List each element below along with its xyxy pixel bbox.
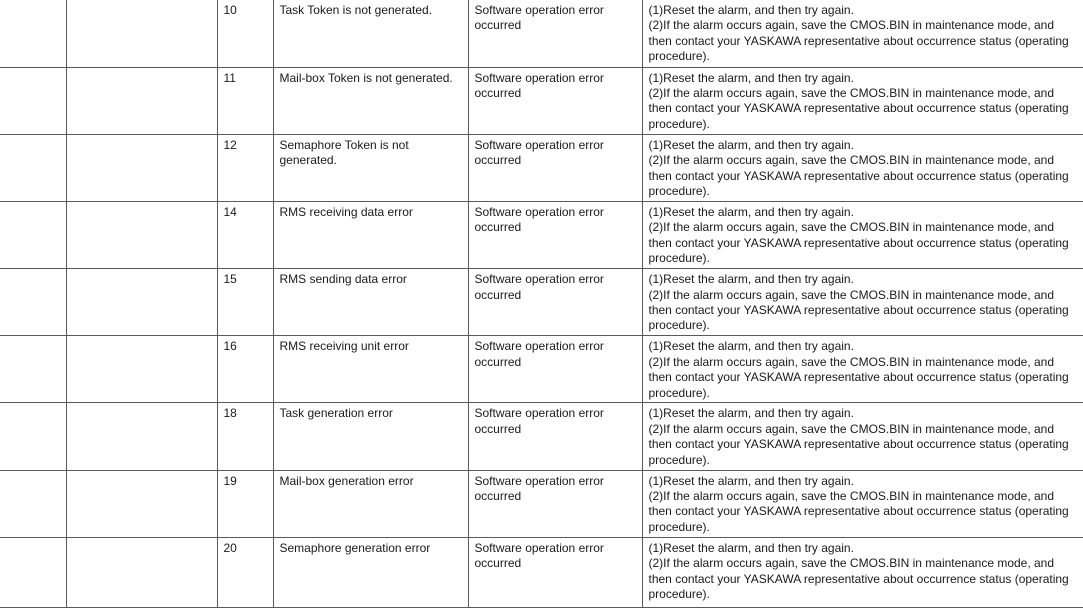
table-row	[0, 336, 1083, 403]
remedy-line: procedure).	[648, 586, 710, 601]
alarm-remedy-cell	[642, 201, 1083, 268]
empty-category-cell	[0, 269, 66, 336]
remedy-line: (1)Reset the alarm, and then try again.	[648, 272, 854, 287]
empty-subcategory-cell	[66, 470, 217, 537]
remedy-line: procedure).	[648, 116, 710, 131]
alarm-meaning-cell: RMS receiving data error	[273, 201, 468, 268]
alarm-cause-cell: Software operation error occurred	[468, 403, 642, 470]
alarm-code-cell: 20	[217, 537, 273, 607]
remedy-line: then contact your YASKAWA representative about occurrence status (operating	[648, 437, 1069, 452]
alarm-meaning-cell: RMS sending data error	[273, 269, 468, 336]
table-row	[0, 403, 1083, 470]
alarm-cause-cell: Software operation error occurred	[468, 336, 642, 403]
empty-category-cell	[0, 537, 66, 607]
remedy-line: (1)Reset the alarm, and then try again.	[648, 540, 854, 555]
alarm-remedy-cell	[642, 134, 1083, 201]
empty-subcategory-cell	[66, 537, 217, 607]
remedy-line: procedure).	[648, 318, 710, 333]
alarm-meaning-cell: Mail-box Token is not generated.	[273, 67, 468, 134]
remedy-line: (2)If the alarm occurs again, save the CMOS.BIN in maintenance mode, and	[648, 489, 1055, 503]
remedy-line: then contact your YASKAWA representative about occurrence status (operating	[648, 168, 1069, 183]
remedy-line: procedure).	[648, 519, 710, 534]
alarm-cause-cell: Software operation error occurred	[468, 201, 642, 268]
remedy-line: (1)Reset the alarm, and then try again.	[648, 473, 854, 488]
alarm-meaning-cell: Task Token is not generated.	[273, 0, 468, 67]
alarm-remedy-cell	[642, 269, 1083, 336]
remedy-line: then contact your YASKAWA representative about occurrence status (operating	[648, 101, 1069, 116]
empty-category-cell	[0, 336, 66, 403]
remedy-line: then contact your YASKAWA representative about occurrence status (operating	[648, 33, 1069, 48]
empty-category-cell	[0, 67, 66, 134]
alarm-meaning-cell: Mail-box generation error	[273, 470, 468, 537]
remedy-line: (2)If the alarm occurs again, save the CMOS.BIN in maintenance mode, and	[648, 556, 1055, 571]
remedy-line: then contact your YASKAWA representative about occurrence status (operating	[648, 571, 1069, 586]
remedy-line: procedure).	[648, 184, 710, 199]
alarm-remedy-cell	[642, 336, 1083, 403]
alarm-code-cell: 11	[217, 67, 273, 134]
alarm-remedy-cell	[642, 0, 1083, 67]
remedy-line: procedure).	[648, 49, 710, 64]
alarm-code-cell: 14	[217, 201, 273, 268]
remedy-line: (1)Reset the alarm, and then try again.	[648, 339, 854, 354]
alarm-cause-cell: Software operation error occurred	[468, 269, 642, 336]
alarm-meaning-cell: Semaphore Token is not generated.	[273, 134, 468, 201]
alarm-meaning-cell: Semaphore generation error	[273, 537, 468, 607]
alarm-cause-cell: Software operation error occurred	[468, 0, 642, 67]
table-row	[0, 470, 1083, 537]
alarm-code-cell: 12	[217, 134, 273, 201]
alarm-cause-cell: Software operation error occurred	[468, 134, 642, 201]
empty-subcategory-cell	[66, 269, 217, 336]
alarm-code-cell: 19	[217, 470, 273, 537]
alarm-meaning-cell: RMS receiving unit error	[273, 336, 468, 403]
empty-subcategory-cell	[66, 67, 217, 134]
alarm-code-cell: 16	[217, 336, 273, 403]
remedy-line: then contact your YASKAWA representative about occurrence status (operating	[648, 504, 1069, 519]
alarm-remedy-cell	[642, 403, 1083, 470]
remedy-line: (2)If the alarm occurs again, save the CMOS.BIN in maintenance mode, and	[648, 354, 1055, 369]
table-row	[0, 0, 1083, 67]
alarm-code-cell: 18	[217, 403, 273, 470]
empty-category-cell	[0, 134, 66, 201]
remedy-line: then contact your YASKAWA representative about occurrence status (operating	[648, 370, 1069, 385]
remedy-line: procedure).	[648, 385, 710, 400]
empty-subcategory-cell	[66, 403, 217, 470]
empty-subcategory-cell	[66, 336, 217, 403]
alarm-remedy-cell	[642, 470, 1083, 537]
alarm-cause-cell: Software operation error occurred	[468, 537, 642, 607]
remedy-line: (2)If the alarm occurs again, save the CMOS.BIN in maintenance mode, and	[648, 153, 1055, 168]
alarm-code-cell: 15	[217, 269, 273, 336]
table-row	[0, 67, 1083, 134]
remedy-line: (1)Reset the alarm, and then try again.	[648, 70, 854, 85]
table-row	[0, 269, 1083, 336]
remedy-line: (1)Reset the alarm, and then try again.	[648, 137, 854, 152]
alarm-cause-cell: Software operation error occurred	[468, 470, 642, 537]
remedy-line: (2)If the alarm occurs again, save the CMOS.BIN in maintenance mode, and	[648, 287, 1055, 302]
remedy-line: procedure).	[648, 452, 710, 467]
remedy-line: then contact your YASKAWA representative about occurrence status (operating	[648, 302, 1069, 317]
alarm-cause-cell: Software operation error occurred	[468, 67, 642, 134]
remedy-line: (1)Reset the alarm, and then try again.	[648, 3, 854, 17]
empty-category-cell	[0, 0, 66, 67]
empty-category-cell	[0, 403, 66, 470]
table-row	[0, 134, 1083, 201]
remedy-line: (2)If the alarm occurs again, save the CMOS.BIN in maintenance mode, and	[648, 421, 1055, 436]
alarm-code-cell: 10	[217, 0, 273, 67]
empty-subcategory-cell	[66, 0, 217, 67]
remedy-line: then contact your YASKAWA representative about occurrence status (operating	[648, 235, 1069, 250]
remedy-line: (2)If the alarm occurs again, save the CMOS.BIN in maintenance mode, and	[648, 220, 1055, 235]
table-row	[0, 537, 1083, 607]
alarm-meaning-cell: Task generation error	[273, 403, 468, 470]
alarm-remedy-cell	[642, 537, 1083, 607]
empty-subcategory-cell	[66, 134, 217, 201]
remedy-line: (1)Reset the alarm, and then try again.	[648, 406, 854, 421]
remedy-line: (2)If the alarm occurs again, save the CMOS.BIN in maintenance mode, and	[648, 18, 1055, 33]
table-row	[0, 201, 1083, 268]
remedy-line: procedure).	[648, 251, 710, 266]
remedy-line: (1)Reset the alarm, and then try again.	[648, 204, 854, 219]
empty-category-cell	[0, 201, 66, 268]
remedy-line: (2)If the alarm occurs again, save the CMOS.BIN in maintenance mode, and	[648, 86, 1055, 101]
empty-category-cell	[0, 470, 66, 537]
empty-subcategory-cell	[66, 201, 217, 268]
alarm-remedy-cell	[642, 67, 1083, 134]
